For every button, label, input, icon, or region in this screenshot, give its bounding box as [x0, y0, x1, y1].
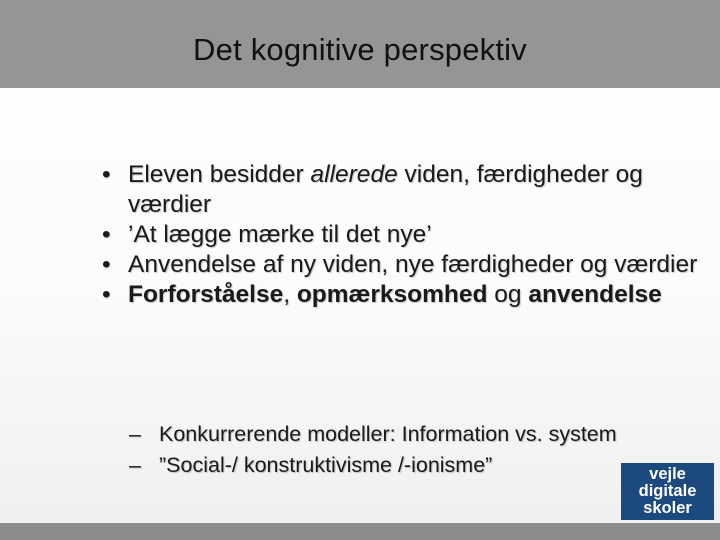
bullet-bold-term: anvendelse	[528, 281, 662, 308]
bullet-marker: •	[102, 221, 111, 248]
bullet-marker: •	[102, 251, 111, 278]
bullet-bold-term: opmærksomhed	[296, 281, 488, 308]
sub-bullet-text: ”Social-/ konstruktivisme /-ionisme”	[159, 453, 493, 477]
bullet-marker: •	[102, 161, 111, 188]
bottom-bar	[0, 523, 720, 540]
bullet-text: ’At lægge mærke til det nye’	[128, 221, 432, 248]
bullet-item	[100, 250, 700, 280]
bullet-emphasis: allerede	[310, 161, 398, 188]
bullet-list	[100, 160, 700, 310]
bullet-text: viden, færdigheder og værdier	[128, 161, 643, 218]
bullet-item	[100, 160, 700, 220]
bullet-text: Anvendelse af ny viden, nye færdigheder og værdier	[128, 251, 698, 278]
logo-line: digitale	[638, 482, 697, 500]
bullet-bold-term: Forforståelse	[128, 281, 284, 308]
bullet-marker: •	[102, 281, 111, 308]
bullet-text: ,	[283, 281, 297, 308]
bullet-item	[100, 220, 700, 250]
logo-line: skoler	[643, 499, 692, 517]
bullet-text: og	[487, 281, 529, 308]
dash-marker: –	[129, 453, 141, 477]
sub-bullet-item	[129, 419, 709, 450]
bullet-text: Eleven besidder	[128, 161, 311, 188]
logo-line: vejle	[649, 465, 686, 483]
bullet-item	[100, 280, 700, 310]
vejle-digitale-skoler-logo	[621, 463, 714, 520]
sub-bullet-text: Konkurrerende modeller: Information vs. system	[159, 422, 617, 446]
dash-marker: –	[129, 422, 141, 446]
slide-title: Det kognitive perspektiv	[193, 32, 527, 67]
